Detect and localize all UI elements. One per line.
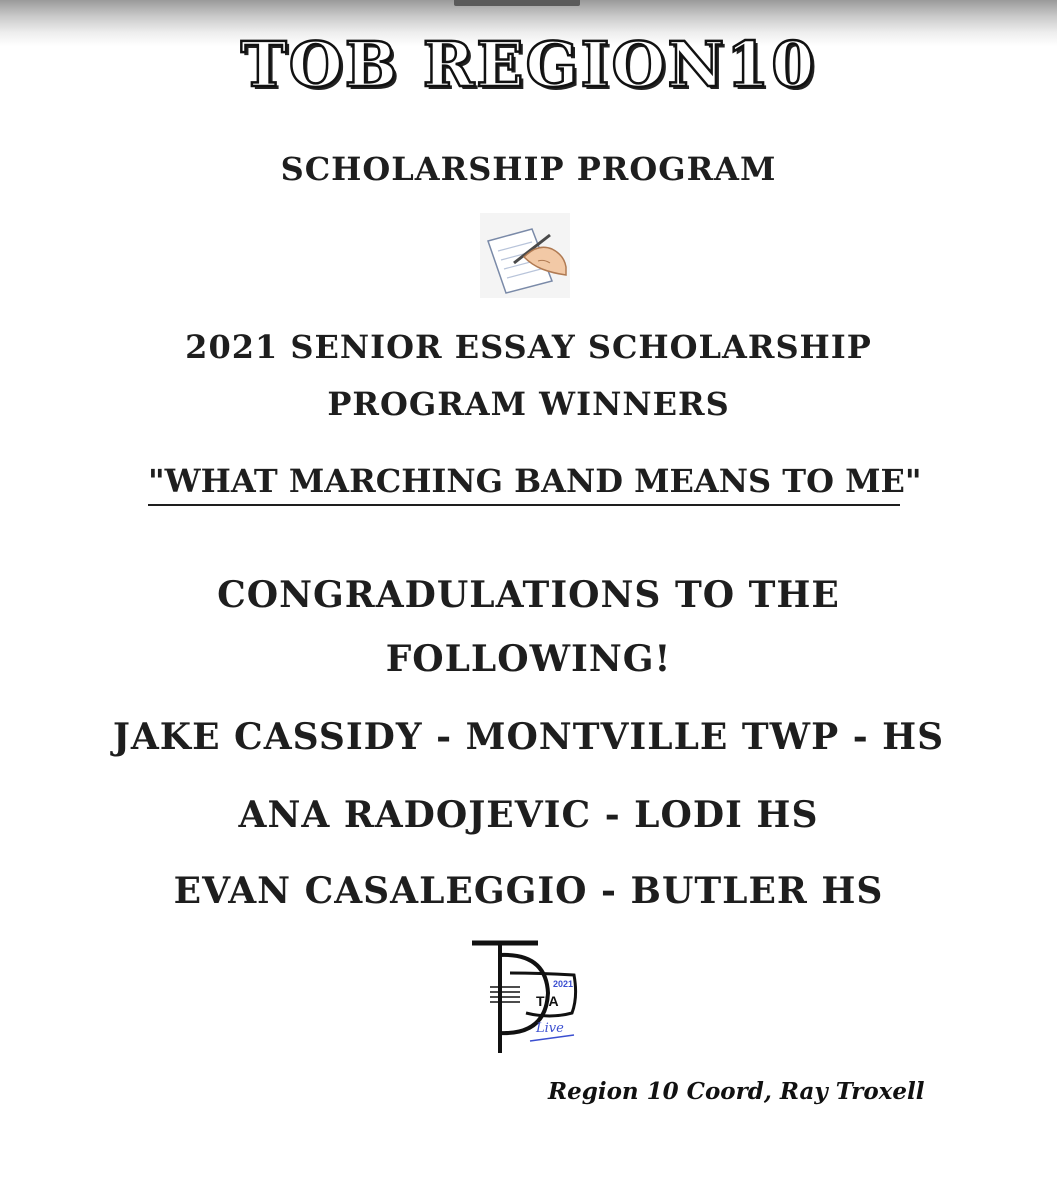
essay-heading-line-1: 2021 SENIOR ESSAY SCHOLARSHIP [185,328,872,366]
tob-logo-icon [470,935,590,1055]
congrats-line-2: FOLLOWING! [385,638,672,680]
winner-3: EVAN CASALEGGIO - BUTLER HS [173,870,884,912]
logo-year: 2021 [553,979,574,989]
writing-hand-icon [480,213,570,298]
congrats-line-1: CONGRADULATIONS TO THE [217,574,840,616]
logo-letters: TIA [536,993,559,1009]
winner-2: ANA RADOJEVIC - LODI HS [238,794,819,836]
essay-heading-line-2: PROGRAM WINNERS [327,385,730,423]
logo-tagline: Live [536,1021,564,1036]
essay-theme-underlined [148,462,922,506]
winner-1: JAKE CASSIDY - MONTVILLE TWP - HS [112,716,945,758]
flyer-subtitle: SCHOLARSHIP PROGRAM [280,150,777,188]
flyer-title: TOB REGION10 [240,28,817,101]
scroll-handle[interactable] [454,0,580,6]
coordinator-signature: Region 10 Coord, Ray Troxell [548,1078,925,1105]
essay-theme: "WHAT MARCHING BAND MEANS TO ME" [148,462,922,500]
